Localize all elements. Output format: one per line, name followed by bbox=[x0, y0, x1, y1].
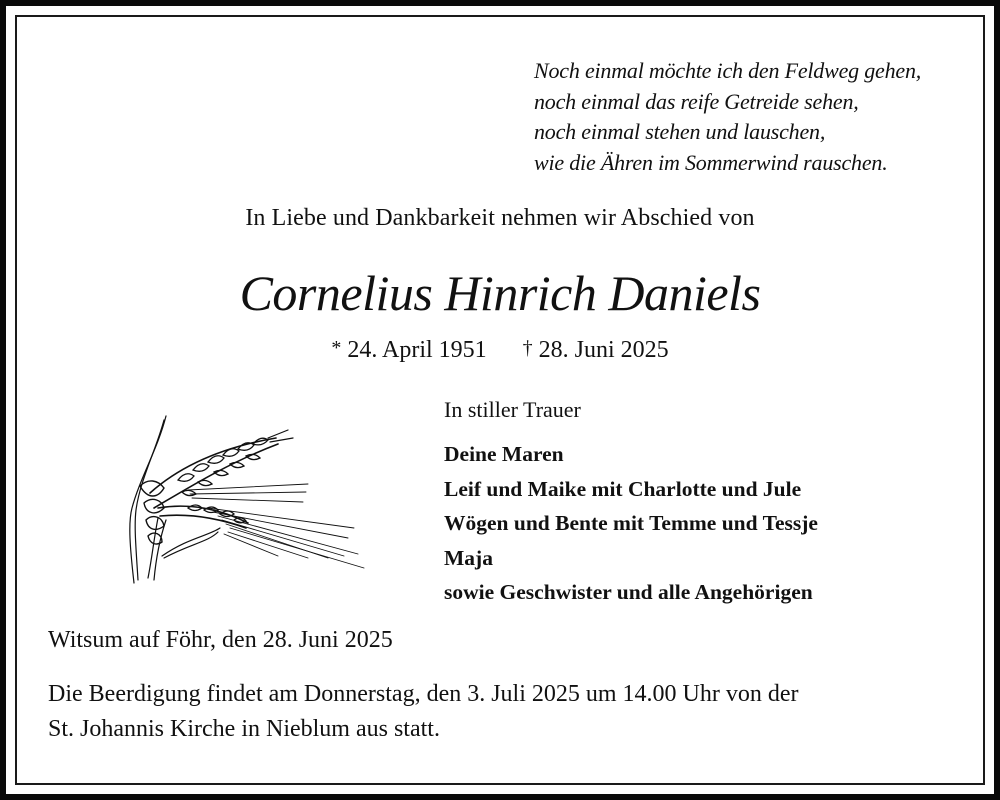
death-date: 28. Juni 2025 bbox=[538, 337, 669, 363]
intro-text: In Liebe und Dankbarkeit nehmen wir Abschied von bbox=[245, 205, 755, 231]
life-dates bbox=[0, 337, 1000, 364]
place-and-date: Witsum auf Föhr, den 28. Juni 2025 bbox=[48, 627, 393, 653]
poem-line: noch einmal das reife Getreide sehen, bbox=[534, 88, 859, 114]
mourner: Leif und Maike mit Charlotte und Jule bbox=[444, 476, 802, 501]
mourner: Maja bbox=[444, 545, 493, 570]
mourner: Wögen und Bente mit Temme und Tessje bbox=[444, 511, 818, 535]
wheat-ears-icon bbox=[118, 408, 368, 593]
mourner: sowie Geschwister und alle Angehörigen bbox=[444, 580, 813, 604]
mourning-heading: In stiller Trauer bbox=[444, 397, 581, 422]
poem bbox=[534, 56, 921, 178]
mourner: Deine Maren bbox=[444, 442, 564, 466]
poem-line: noch einmal stehen und lauschen, bbox=[534, 119, 826, 144]
funeral-notice bbox=[48, 677, 968, 747]
funeral-line: St. Johannis Kirche in Nieblum aus statt. bbox=[48, 716, 440, 742]
poem-line: wie die Ähren im Sommerwind rauschen. bbox=[534, 149, 888, 175]
mourners-list bbox=[444, 437, 818, 610]
birth-date: 24. April 1951 bbox=[347, 337, 487, 363]
funeral-line: Die Beerdigung findet am Donnerstag, den 3. Juli 2025 um 14.00 Uhr von der bbox=[48, 681, 799, 707]
death-cross-icon: † bbox=[522, 337, 533, 359]
poem-line: Noch einmal möchte ich den Feldweg gehen, bbox=[534, 58, 922, 83]
birth-star-icon: * bbox=[331, 337, 342, 359]
deceased-name: Cornelius Hinrich Daniels bbox=[239, 265, 761, 321]
